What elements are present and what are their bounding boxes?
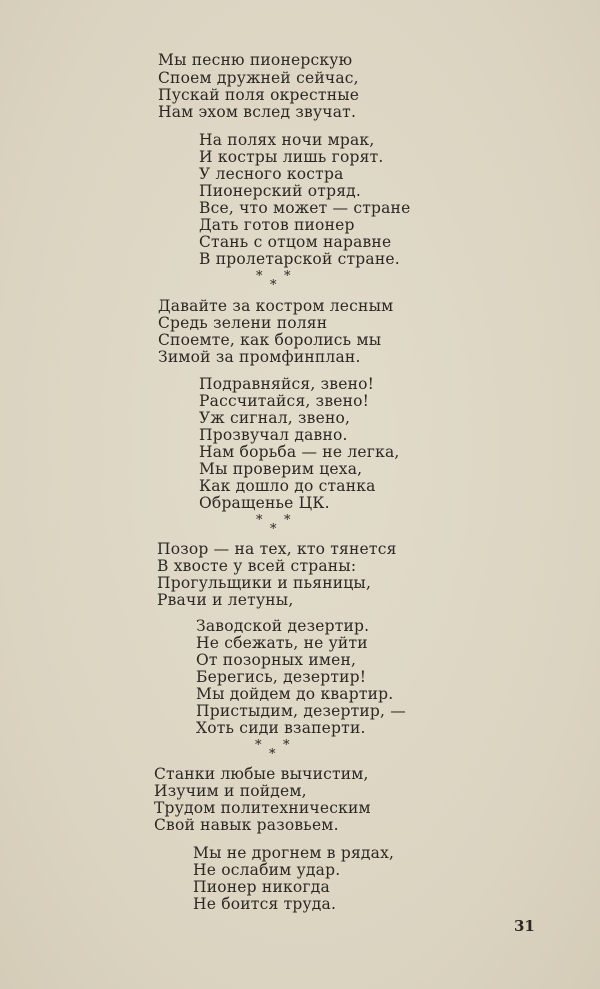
- stanza-2-line-3: У лесного костра: [199, 165, 344, 183]
- stanza-4-line-8: Обращенье ЦК.: [199, 494, 330, 512]
- stanza-3-line-2: Средь зелени полян: [158, 314, 328, 332]
- separator-star: *: [284, 269, 291, 284]
- stanza-8-line-1: Мы не дрогнем в рядах,: [193, 844, 395, 862]
- stanza-4-line-7: Как дошло до станка: [199, 477, 376, 495]
- stanza-1-line-2: Споем дружней сейчас,: [158, 69, 359, 87]
- stanza-5-line-4: Рвачи и летуны,: [157, 591, 294, 609]
- stanza-6-line-6: Пристыдим, дезертир, —: [196, 702, 406, 720]
- stanza-4-line-6: Мы проверим цеха,: [199, 460, 363, 478]
- stanza-1-line-3: Пускай поля окрестные: [158, 86, 360, 104]
- stanza-2-line-1: На полях ночи мрак,: [199, 131, 375, 149]
- stanza-6-line-3: От позорных имен,: [196, 651, 357, 669]
- stanza-7-line-4: Свой навык разовьем.: [154, 816, 339, 834]
- separator-star: *: [269, 747, 276, 762]
- stanza-6-line-1: Заводской дезертир.: [196, 617, 370, 635]
- stanza-3-line-4: Зимой за промфинплан.: [158, 348, 361, 366]
- stanza-6-line-2: Не сбежать, не уйти: [196, 634, 368, 652]
- separator-star: *: [256, 513, 263, 528]
- separator-star: *: [255, 738, 262, 753]
- stanza-5-line-2: В хвосте у всей страны:: [157, 557, 357, 575]
- stanza-7-line-2: Изучим и пойдем,: [154, 782, 307, 800]
- separator-star: *: [270, 522, 277, 537]
- section-separator: [254, 270, 294, 292]
- stanza-5-line-1: Позор — на тех, кто тянется: [157, 540, 397, 558]
- stanza-2-line-8: В пролетарской стране.: [199, 250, 400, 268]
- stanza-1-line-1: Мы песню пионерскую: [158, 51, 353, 69]
- stanza-8-line-4: Не боится труда.: [193, 895, 337, 913]
- stanza-2-line-5: Все, что может — стране: [199, 199, 411, 217]
- stanza-2-line-6: Дать готов пионер: [199, 216, 355, 234]
- stanza-4-line-3: Уж сигнал, звено,: [199, 409, 351, 427]
- separator-star: *: [270, 278, 277, 293]
- stanza-2-line-2: И костры лишь горят.: [199, 148, 384, 166]
- separator-star: *: [283, 738, 290, 753]
- section-separator: [254, 514, 294, 536]
- stanza-3-line-3: Споемте, как боролись мы: [158, 331, 382, 349]
- page-number: 31: [514, 917, 535, 935]
- stanza-7-line-1: Станки любые вычистим,: [154, 765, 369, 783]
- stanza-6-line-5: Мы дойдем до квартир.: [196, 685, 394, 703]
- stanza-4-line-2: Рассчитайся, звено!: [199, 392, 370, 410]
- stanza-5-line-3: Прогульщики и пьяницы,: [157, 574, 372, 592]
- stanza-8-line-2: Не ослабим удар.: [193, 861, 341, 879]
- stanza-4-line-5: Нам борьба — не легка,: [199, 443, 400, 461]
- section-separator: [253, 739, 293, 761]
- stanza-6-line-7: Хоть сиди взаперти.: [196, 719, 366, 737]
- stanza-4-line-1: Подравняйся, звено!: [199, 375, 375, 393]
- stanza-3-line-1: Давайте за костром лесным: [158, 297, 394, 315]
- stanza-4-line-4: Прозвучал давно.: [199, 426, 348, 444]
- separator-star: *: [284, 513, 291, 528]
- stanza-2-line-4: Пионерский отряд.: [199, 182, 362, 200]
- stanza-2-line-7: Стань с отцом наравне: [199, 233, 392, 251]
- stanza-1-line-4: Нам эхом вслед звучат.: [158, 103, 357, 121]
- separator-star: *: [256, 269, 263, 284]
- stanza-8-line-3: Пионер никогда: [193, 878, 330, 896]
- stanza-7-line-3: Трудом политехническим: [154, 799, 371, 817]
- stanza-6-line-4: Берегись, дезертир!: [196, 668, 367, 686]
